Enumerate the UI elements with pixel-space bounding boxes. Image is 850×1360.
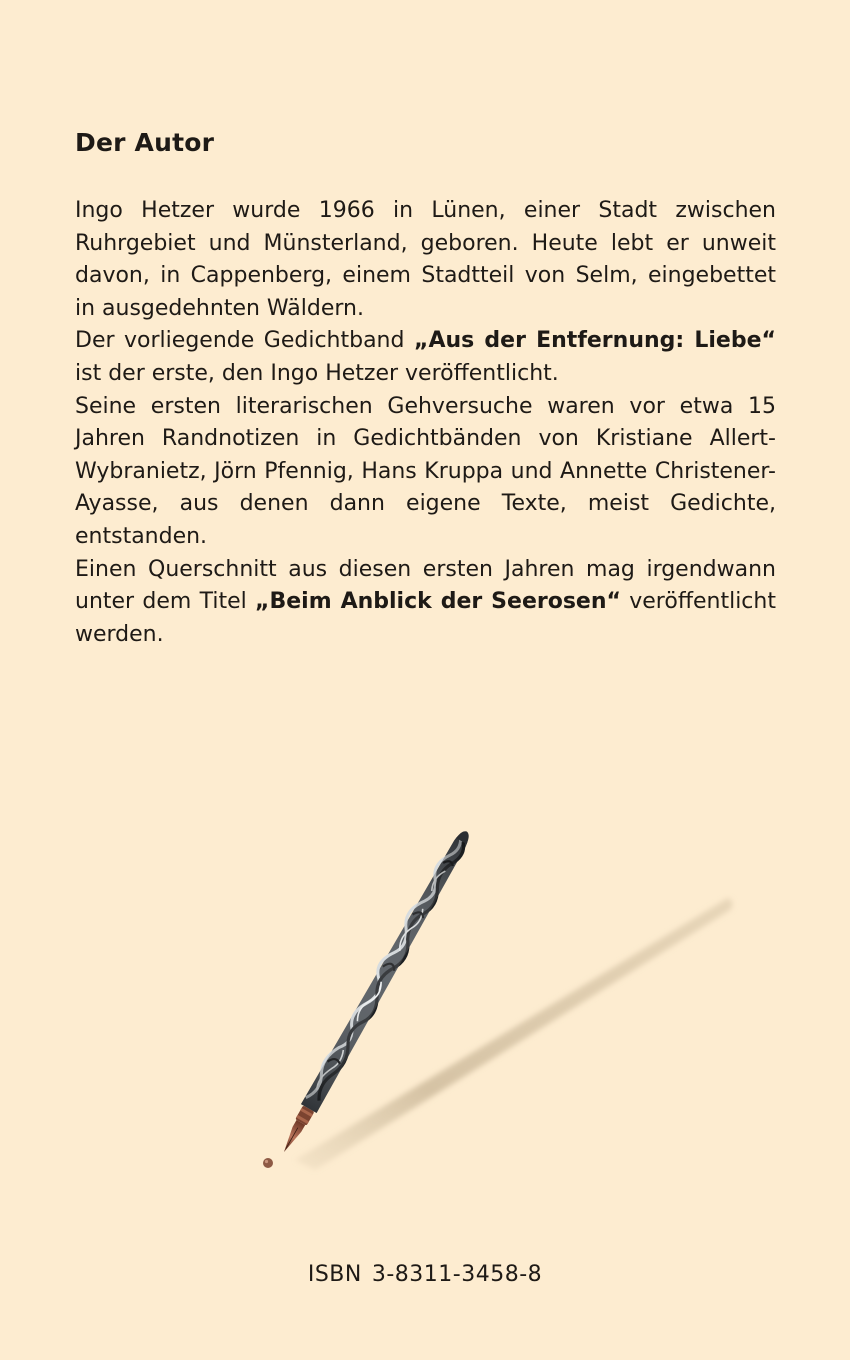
section-heading: Der Autor bbox=[75, 128, 215, 157]
future-book-title: „Beim Anblick der Seerosen“ bbox=[255, 589, 621, 615]
bio-text: veröffentlicht werden. bbox=[75, 589, 776, 647]
fountain-pen-illustration bbox=[240, 730, 760, 1190]
bio-text: Einen Querschnitt aus diesen ersten Jahren mag irgendwann unter dem Titel bbox=[75, 556, 776, 615]
bio-paragraph-birth: Ingo Hetzer wurde 1966 in Lünen, einer Stadt zwischen Ruhrgebiet und Münsterland, geboren. Heute lebt er unweit davon, in Cappenberg, einem Stadtteil von Selm, eingebettet in ausgedehnten Wäldern. bbox=[75, 198, 776, 321]
pen-body bbox=[275, 827, 474, 1157]
bio-text: ist der erste, den Ingo Hetzer veröffentlicht. bbox=[75, 360, 559, 386]
bio-paragraph-future bbox=[75, 554, 776, 652]
isbn-line bbox=[0, 1262, 850, 1287]
bio-paragraph-beginnings: Seine ersten literarischen Gehversuche waren vor etwa 15 Jahren Randnotizen in Gedichtbänden von Kristiane Allert-Wybranietz, Jörn Pfennig, Hans Kruppa und Annette Christener-Ayasse, aus denen dann eigene Texte, meist Gedichte, entstanden. bbox=[75, 393, 776, 549]
isbn-number: 3-8311-3458-8 bbox=[371, 1262, 543, 1287]
book-title: „Aus der Entfernung: Liebe“ bbox=[413, 328, 776, 354]
fountain-pen-icon bbox=[240, 730, 760, 1190]
author-biography bbox=[75, 195, 776, 651]
isbn-label: ISBN bbox=[307, 1262, 362, 1287]
ink-dot bbox=[263, 1158, 273, 1168]
bio-text: Der vorliegende Gedichtband bbox=[75, 328, 414, 354]
bio-paragraph-book bbox=[75, 325, 776, 390]
